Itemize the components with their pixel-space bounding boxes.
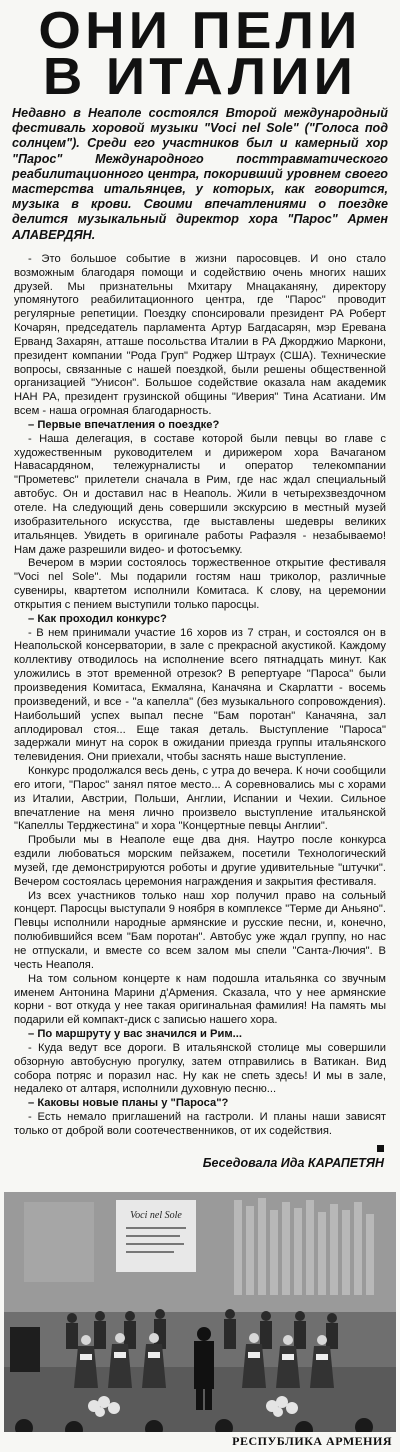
body-paragraph: - Куда ведут все дороги. В итальянской столице мы совершили обзорную автобусную прогулку, затем отправились в Ватикан. Вид собора потряс и поразил нас. Ну как не спеть здесь! И мы в зале, недалеко от алтаря, исполнили духовную песню...	[14, 1041, 386, 1096]
end-square-icon	[377, 1145, 384, 1152]
headline-line-1: ОНИ ПЕЛИ	[38, 2, 362, 60]
body-paragraph: Конкурс продолжался весь день, с утра до вечера. К ночи сообщили его итоги, "Парос" занял пятое место... А соревновались мы с хорами из Италии, Австрии, Польши, Англии, Испании и Чехии. Сильное впечатление на меня лично произвело выступление итальянской "Капеллы Терджестина" и хора "Концертные певцы Англии".	[14, 765, 386, 833]
body-paragraph: Из всех участников только наш хор получил право на сольный концерт. Паросцы выступали 9 ноября в комплексе "Терме ди Аньяно". Певцы исполнили народные армянские и русские песни, и, конечно, полюбившийся всем "Бам поротан". Автобус уже ждал группу, но нас не отпускали, и вместе со всем залом мы спели "Санта-Лючия". В честь Неаполя.	[14, 889, 386, 971]
interview-question: – По маршруту у вас значился и Рим...	[28, 1028, 242, 1041]
banner-text: Voci nel Sole	[130, 1210, 182, 1221]
headline	[0, 2, 400, 106]
body-paragraph: - В нем принимали участие 16 хоров из 7 стран, и состоялся он в Неапольской консерватории, в зале с прекрасной акустикой. Каждому коллективу отводилось на исполнение всего пятнадцать минут. Как уложились в этот временной отрезок? В репертуаре "Пароса" были произведения Комитаса, Екмаляна, Каначяна и Скарлатти - восемь произведений, и все - "а капелла" (без музыкального сопровождения). Наибольший успех выпал песне "Бам поротан" Каначяна, зал аплодировал стоя... Еще такая деталь. Выступление "Пароса" задержали минут на сорок в ожидании приезда группы итальянского телевидения. Они приехали, чтобы заснять наше выступление.	[14, 626, 386, 764]
choir-photo-illustration	[4, 1192, 396, 1432]
body-paragraph: На том сольном концерте к нам подошла итальянка со звучным именем Антонина Марини д'Армения. Сказала, что у нее армянские корни - вот откуда у нее такая оригинальная фамилия! На память мы подарили ей компакт-диск с записью нашего хора.	[14, 972, 386, 1027]
article-body	[14, 253, 386, 1139]
choir-photo	[4, 1192, 396, 1432]
end-mark	[0, 1145, 384, 1152]
headline-line-2: В ИТАЛИИ	[42, 48, 358, 106]
body-paragraph: - Наша делегация, в составе которой были певцы во главе с художественным руководителем и дирижером хора Вачаганом Навасардяном, тележурналисты и оператор телекомпании "Прометевс" прилетели сначала в Рим, где нас ждал специальный автобус. Он и доставил нас в Неаполь. Жили в четырехзвездочном отеле. На следующий день совершили экскурсию в местный музей изобразительного искусства, где выставлены шедевры великих итальянцев. Увидеть в оригинале работы Рафаэля - незабываемо! Нам даже разрешили видео- и фотосъемку.	[14, 432, 386, 556]
interview-question: – Как проходил конкурс?	[28, 612, 167, 625]
interview-question: – Каковы новые планы у "Пароса"?	[28, 1097, 229, 1110]
interview-question: – Первые впечатления о поездке?	[28, 418, 220, 431]
body-paragraph: - Это большое событие в жизни паросовцев. И оно стало возможным благодаря помощи и содействию очень многих наших друзей. Мы признательны Мхитару Мнацаканяну, директору упомянутого реабилитационного центра, где "Парос" проводит регулярные репетиции. Поездку спонсировали президент РА Роберт Кочарян, председатель парламента Артур Багдасарян, мэр Еревана Ерванд Захарян, атташе посольства Италии в РА Джорджио Маркони, президент компании "Рода Груп" Роджер Штраух (США). Технические вопросы, связанные с нашей поездкой, были решены общественной организацией "Унисон". Большое содействие оказала нам академик НАН РА, президент грузинской общины "Иверия" Тина Асатиани. Им всем - наша огромная благодарность.	[14, 252, 386, 418]
article-lead: Недавно в Неаполе состоялся Второй международный фестиваль хоровой музыки "Voci nel Sole" ("Голоса под солнцем"). Среди его участников был и камерный хор "Парос" Международного посттравматического реабилитационного центра, покоривший уровнем своего мастерства итальянцев, у которых, как говорится, музыка в крови. Своими впечатлениями о поездке делится музыкальный директор хора "Парос" Армен АЛАВЕРДЯН.	[12, 106, 388, 242]
body-paragraph: Пробыли мы в Неаполе еще два дня. Наутро после конкурса ездили любоваться морским пейзажем, посетили Технологический музей, где демонстрируются роботы и другие удивительные "штучки". Вечером состоялась церемония награждения и закрытия фестиваля.	[14, 834, 386, 888]
body-paragraph: - Есть немало приглашений на гастроли. И планы наши зависят только от доброй воли соотечественников, от их содействия.	[14, 1111, 386, 1137]
body-paragraph: Вечером в мэрии состоялось торжественное открытие фестиваля "Voci nel Sole". Мы подарили гостям наш триколор, различные сувениры, квартетом исполнили Комитаса. К слову, на церемонии открытия с пением выступили только паросцы.	[14, 557, 386, 611]
newspaper-footer: РЕСПУБЛИКА АРМЕНИЯ	[232, 1434, 392, 1448]
author-byline: Беседовала Ида КАРАПЕТЯН	[202, 1155, 384, 1170]
